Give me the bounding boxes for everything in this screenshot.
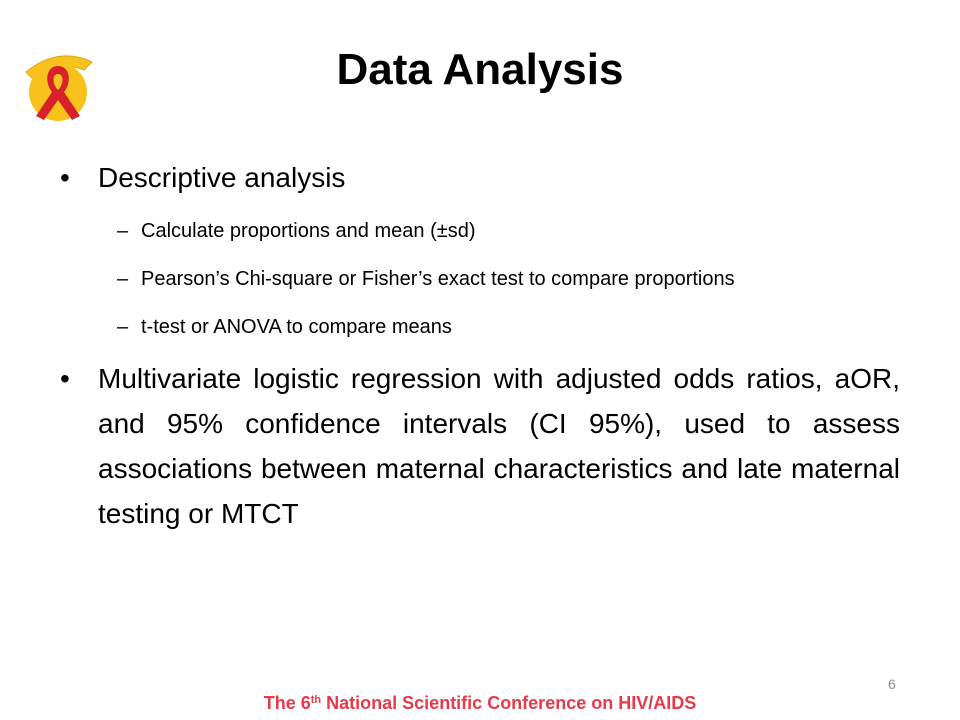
footer-conference-name	[0, 688, 960, 715]
bullet-item	[60, 356, 900, 536]
slide-title: Data Analysis	[336, 45, 624, 94]
dash-icon: –	[117, 268, 129, 290]
bullet-text: Descriptive analysis	[98, 162, 346, 193]
footer-superscript: th	[310, 694, 322, 706]
sub-bullet-item	[60, 212, 900, 250]
bullet-icon: •	[60, 363, 70, 394]
sub-bullet-text: Calculate proportions and mean (±sd)	[141, 220, 476, 242]
page-number: 6	[888, 676, 896, 692]
bullet-text: Multivariate logistic regression with adjusted odds ratios, aOR, and 95% confidence intervals (CI 95%), used to assess associations between maternal characteristics and late maternal testing or MTCT	[98, 363, 900, 529]
sub-bullet-list	[60, 212, 900, 346]
sub-bullet-text: Pearson’s Chi-square or Fisher’s exact test to compare proportions	[141, 268, 735, 290]
sub-bullet-item	[60, 308, 900, 346]
dash-icon: –	[117, 220, 129, 242]
bullet-icon: •	[60, 162, 70, 193]
dash-icon: –	[117, 316, 129, 338]
bullet-item	[60, 155, 900, 200]
slide-content	[60, 155, 900, 536]
sub-bullet-text: t-test or ANOVA to compare means	[141, 316, 452, 338]
footer-suffix: National Scientific Conference on HIV/AIDS	[321, 693, 697, 713]
footer-prefix: The 6	[263, 693, 311, 713]
sub-bullet-item	[60, 260, 900, 298]
